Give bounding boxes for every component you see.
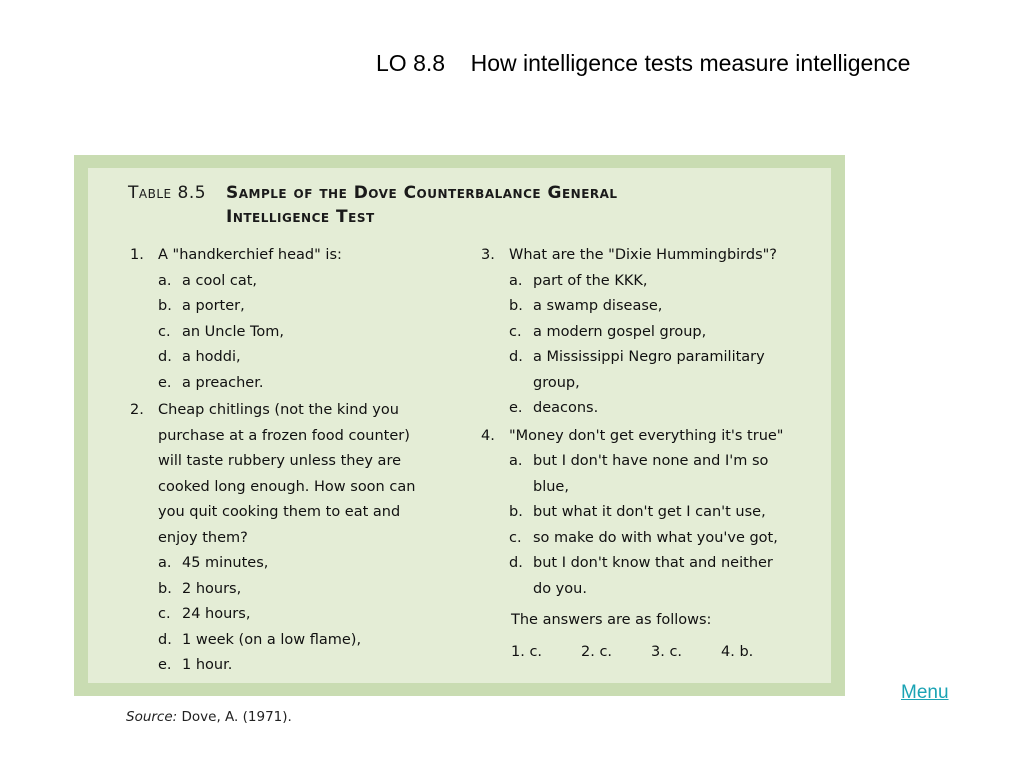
option [130, 320, 430, 346]
option [130, 294, 430, 320]
option-text: 1 week (on a low flame), [182, 631, 362, 648]
option [481, 526, 791, 552]
option [481, 500, 791, 526]
option-text: a hoddi, [182, 349, 241, 365]
option-text: so make do with what you've got, [533, 529, 778, 546]
option-letter: a. [158, 272, 172, 289]
option-text: 2 hours, [182, 580, 242, 597]
question-number: 4. [481, 427, 495, 444]
question-3 [481, 243, 791, 269]
option-letter: b. [158, 580, 172, 597]
question-number: 1. [130, 247, 144, 263]
option-text: a porter, [182, 298, 245, 314]
question-text: Cheap chitlings (not the kind you purchase at a frozen food counter) will taste rubbery unless they are cooked long enough. How soon can you quit cooking them to eat and enjoy them? [158, 402, 416, 546]
option [481, 396, 791, 422]
option-letter: d. [158, 631, 172, 648]
question-text: "Money don't get everything it's true" [509, 427, 784, 444]
table-caption: Sample of the Dove Counterbalance General Intelligence Test [226, 183, 618, 227]
option-letter: b. [158, 298, 172, 314]
option-text: an Uncle Tom, [182, 323, 285, 340]
option [481, 320, 791, 346]
option-text: a preacher. [182, 374, 264, 391]
option-text: but I don't know that and neither do you. [533, 555, 773, 597]
option-letter: a. [158, 555, 172, 571]
source-citation [126, 709, 292, 725]
source-text: Dove, A. (1971). [181, 709, 292, 725]
slide-title: LO 8.8 How intelligence tests measure intelligence [376, 50, 911, 76]
option-letter: e. [158, 657, 172, 673]
option-text: deacons. [533, 400, 599, 416]
option-text: 24 hours, [182, 606, 251, 622]
question-1 [130, 243, 430, 269]
source-label: Source: [126, 709, 178, 725]
option-letter: b. [509, 504, 523, 520]
option-letter: d. [158, 349, 172, 365]
option-text: a swamp disease, [533, 298, 663, 314]
option-text: a modern gospel group, [533, 323, 707, 340]
menu-link[interactable]: Menu [901, 682, 949, 703]
option-letter: b. [509, 298, 523, 314]
answer-4: 4. b. [721, 643, 754, 660]
option-text: a Mississippi Negro paramilitary group, [533, 349, 765, 391]
table-figure [74, 155, 845, 696]
answer-2: 2. c. [581, 643, 613, 660]
option [481, 449, 791, 500]
option [130, 345, 430, 371]
question-text: What are the "Dixie Hummingbirds"? [509, 247, 778, 263]
table-heading [128, 181, 686, 229]
option-letter: a. [509, 272, 523, 289]
option-text: a cool cat, [182, 272, 257, 289]
left-column [130, 243, 430, 679]
option-letter: c. [509, 323, 522, 340]
option-text: 45 minutes, [182, 555, 269, 571]
option [130, 628, 430, 654]
table-panel [88, 168, 831, 683]
option-letter: d. [509, 555, 523, 571]
question-2 [130, 398, 430, 551]
option [130, 577, 430, 603]
option [481, 294, 791, 320]
option [130, 653, 430, 679]
question-number: 3. [481, 247, 495, 263]
option-letter: c. [158, 323, 171, 340]
option-letter: a. [509, 453, 523, 469]
question-text: A "handkerchief head" is: [158, 247, 342, 263]
right-column [481, 243, 791, 665]
option [130, 269, 430, 295]
table-label: Table 8.5 [128, 183, 207, 203]
option-text: 1 hour. [182, 657, 233, 673]
option [481, 345, 791, 396]
answers-row [481, 640, 791, 666]
option-text: part of the KKK, [533, 272, 648, 289]
option [481, 269, 791, 295]
option-letter: e. [509, 400, 523, 416]
answer-3: 3. c. [651, 643, 683, 660]
option-letter: d. [509, 349, 523, 365]
option-letter: c. [158, 606, 171, 622]
option [130, 371, 430, 397]
option [130, 551, 430, 577]
question-number: 2. [130, 402, 144, 418]
option-text: but I don't have none and I'm so blue, [533, 453, 769, 495]
option [130, 602, 430, 628]
answer-1: 1. c. [511, 643, 543, 660]
option-letter: c. [509, 529, 522, 546]
question-4 [481, 424, 791, 450]
option [481, 551, 791, 602]
option-text: but what it don't get I can't use, [533, 504, 766, 520]
option-letter: e. [158, 374, 172, 391]
answers-label: The answers are as follows: [511, 612, 712, 628]
